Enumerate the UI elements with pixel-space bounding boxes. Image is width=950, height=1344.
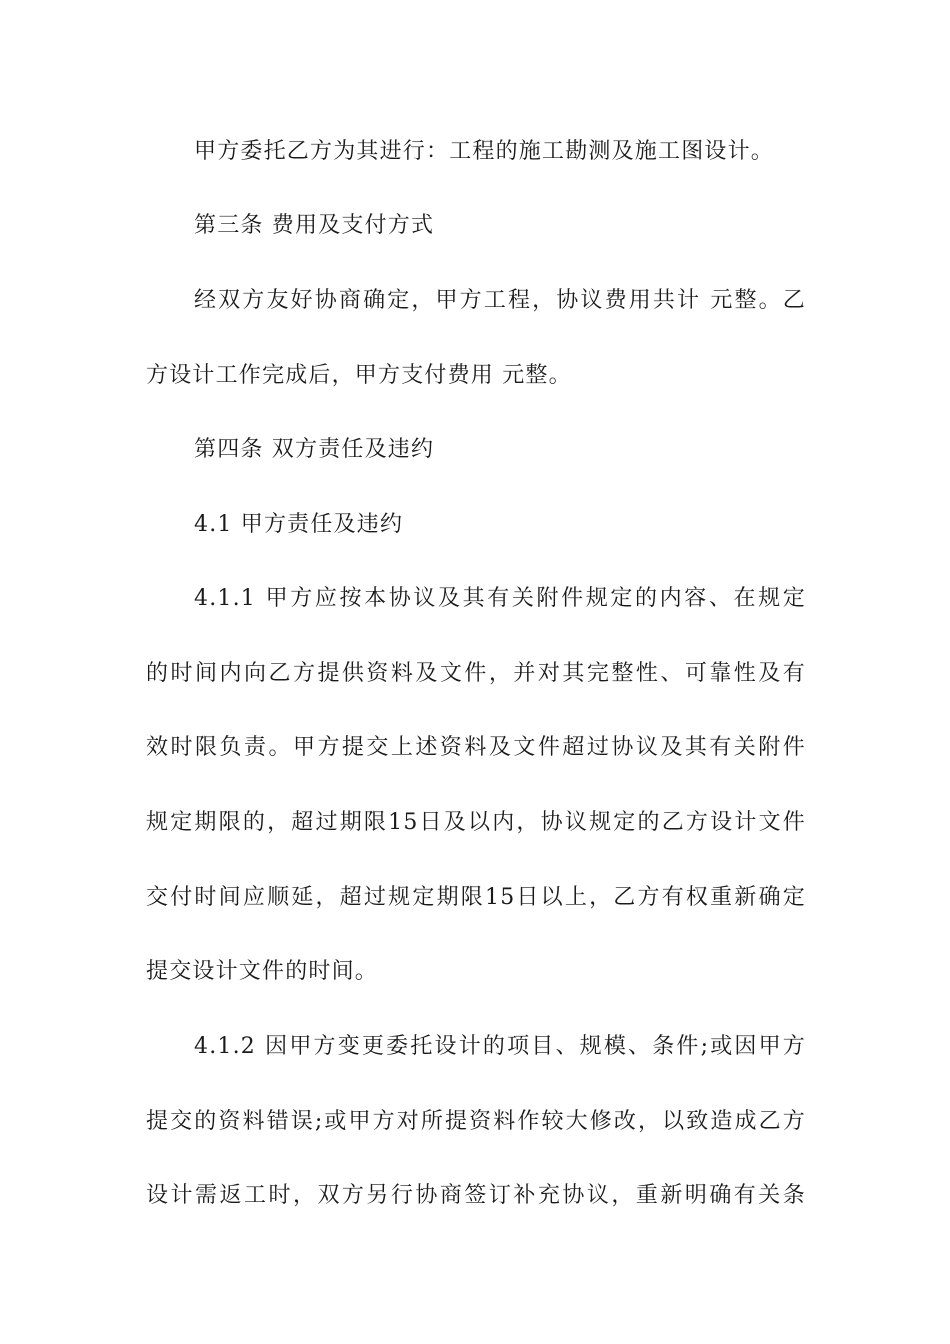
clause-4-1-2-line-3: 设计需返工时，双方另行协商签订补充协议，重新明确有关条 — [146, 1183, 806, 1208]
clause-4-1-2-line-1: 4.1.2 因甲方变更委托设计的项目、规模、条件;或因甲方 — [194, 1034, 806, 1059]
clause-4-1-1-line-1: 4.1.1 甲方应按本协议及其有关附件规定的内容、在规定 — [194, 586, 806, 611]
clause-4-1-1-line-2: 的时间内向乙方提供资料及文件，并对其完整性、可靠性及有 — [146, 661, 806, 686]
heading-article-3: 第三条 费用及支付方式 — [194, 213, 435, 238]
clause-4-1-1-line-3: 效时限负责。甲方提交上述资料及文件超过协议及其有关附件 — [146, 735, 806, 760]
clause-4-1-1-line-6: 提交设计文件的时间。 — [146, 959, 379, 984]
paragraph-commission: 甲方委托乙方为其进行：工程的施工勘测及施工图设计。 — [194, 139, 775, 164]
heading-article-4: 第四条 双方责任及违约 — [194, 437, 435, 462]
clause-4-1-1-line-4: 规定期限的，超过期限15日及以内，协议规定的乙方设计文件 — [146, 810, 806, 835]
paragraph-fee-line-2: 方设计工作完成后，甲方支付费用 元整。 — [146, 363, 572, 388]
heading-section-4-1: 4.1 甲方责任及违约 — [194, 512, 404, 537]
clause-4-1-1-line-5: 交付时间应顺延，超过规定期限15日以上，乙方有权重新确定 — [146, 885, 806, 910]
paragraph-fee-line-1: 经双方友好协商确定，甲方工程，协议费用共计 元整。乙 — [194, 288, 806, 313]
clause-4-1-2-line-2: 提交的资料错误;或甲方对所提资料作较大修改，以致造成乙方 — [146, 1109, 806, 1134]
